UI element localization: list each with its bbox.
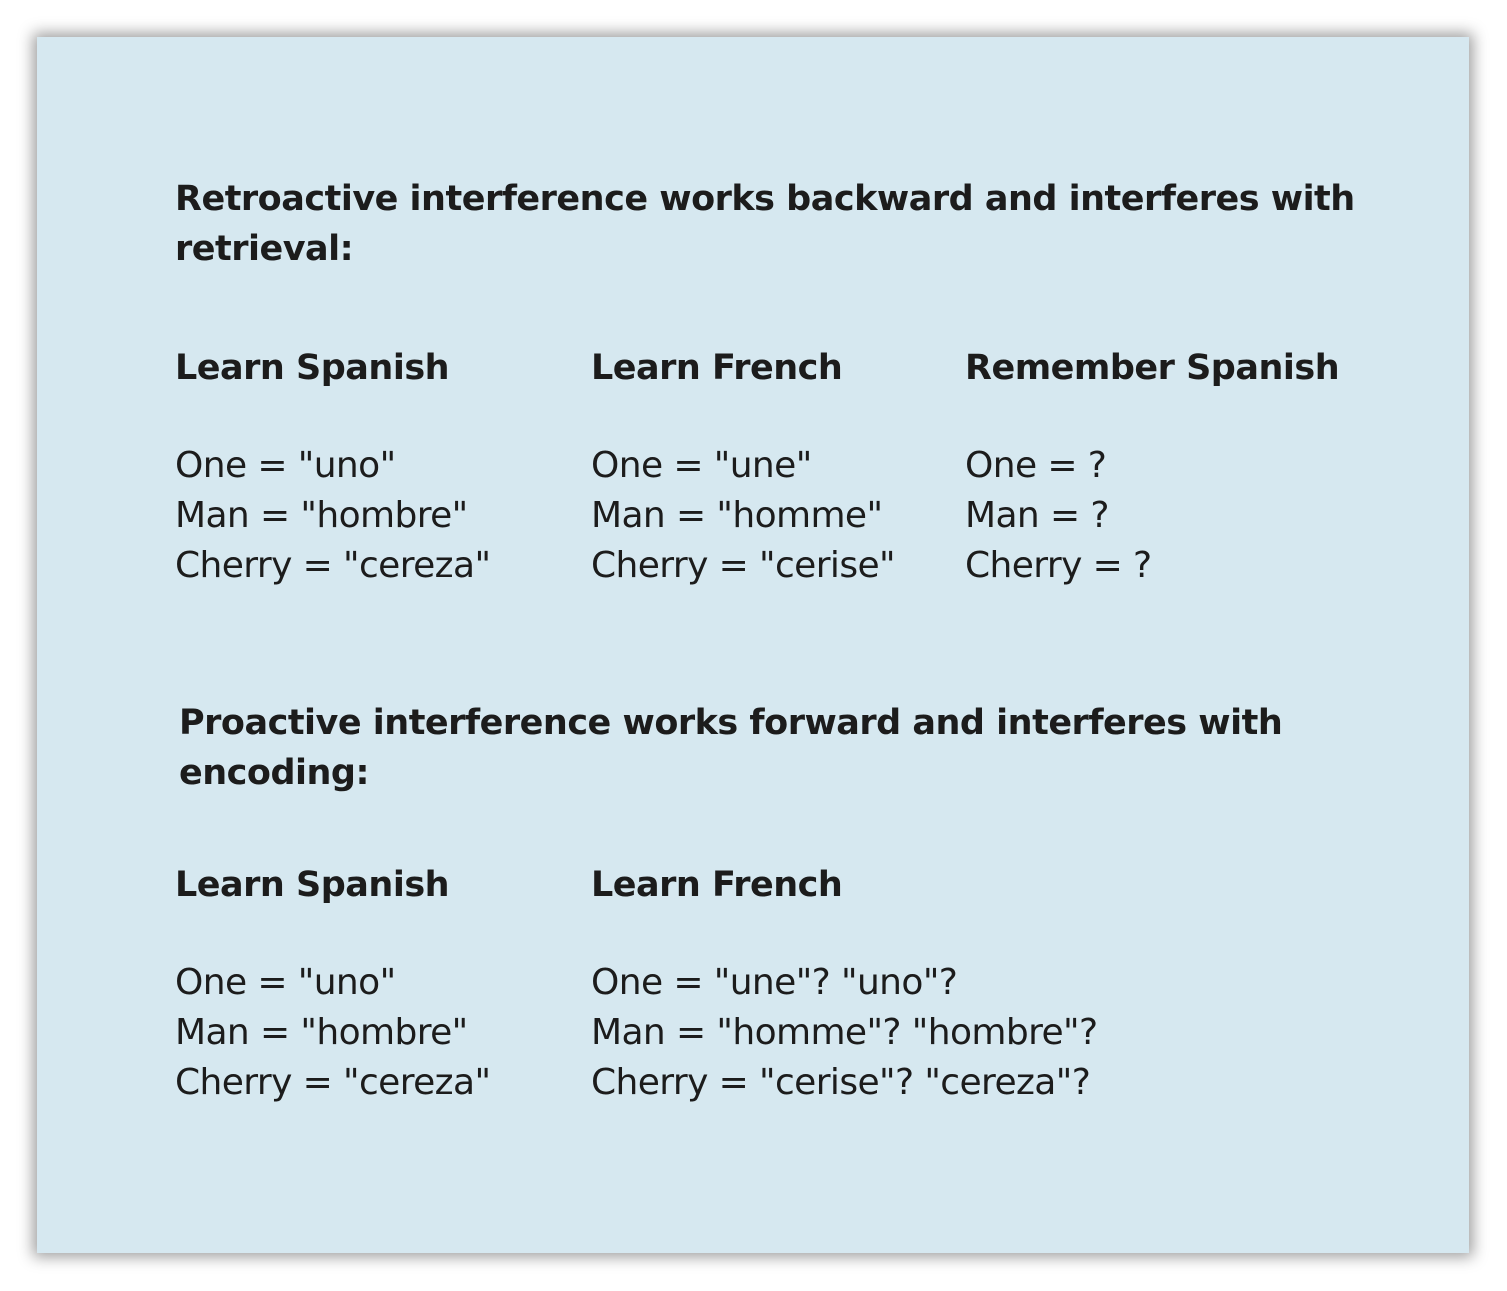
list-item: One = ? [965,445,1107,486]
list-item: One = "uno" [175,962,396,1003]
column-title: Remember Spanish [965,348,1340,388]
list-item: Cherry = "cerise"? "cereza"? [591,1062,1091,1103]
list-item: Man = "homme" [591,495,883,536]
list-item: One = "uno" [175,445,396,486]
retroactive-heading-line-2: retrieval: [175,229,354,269]
list-item: Man = ? [965,495,1109,536]
list-item: Cherry = "cereza" [175,545,491,586]
list-item: One = "une" [591,445,812,486]
column-title: Learn French [591,865,843,905]
retroactive-column-learn-french [591,348,895,591]
retroactive-heading [175,174,1355,274]
list-item: Cherry = "cerise" [591,545,895,586]
retroactive-column-learn-spanish [175,348,490,591]
proactive-heading [179,698,1282,798]
list-item: One = "une"? "uno"? [591,962,958,1003]
list-item: Cherry = ? [965,545,1152,586]
retroactive-column-remember-spanish [965,348,1339,591]
column-title: Learn French [591,348,843,388]
list-item: Cherry = "cereza" [175,1062,491,1103]
proactive-column-learn-french [591,865,1098,1108]
list-item: Man = "homme"? "hombre"? [591,1012,1098,1053]
retroactive-heading-line-1: Retroactive interference works backward and interferes with [175,179,1355,219]
list-item: Man = "hombre" [175,1012,468,1053]
list-item: Man = "hombre" [175,495,468,536]
column-title: Learn Spanish [175,348,450,388]
proactive-column-learn-spanish [175,865,490,1108]
proactive-heading-line-1: Proactive interference works forward and interferes with [179,703,1283,743]
column-title: Learn Spanish [175,865,450,905]
proactive-heading-line-2: encoding: [179,753,369,793]
